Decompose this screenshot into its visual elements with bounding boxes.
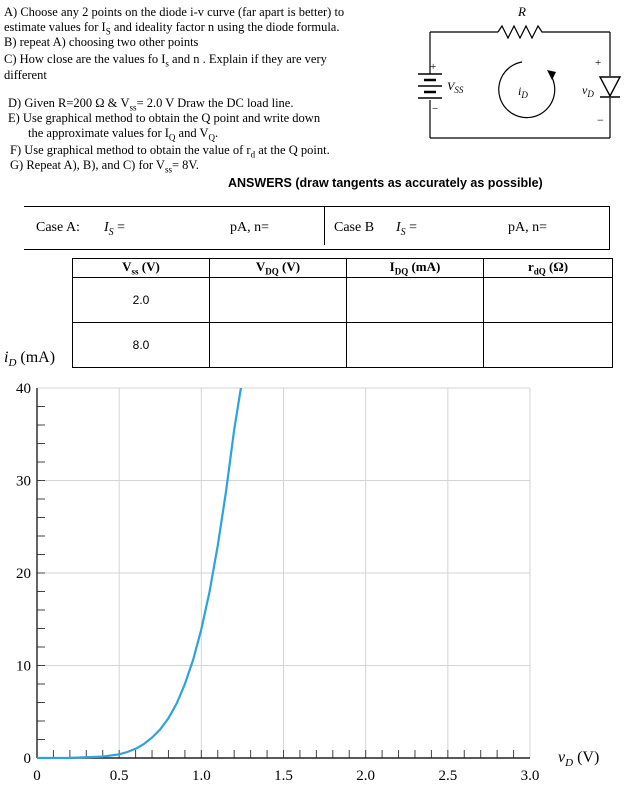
question-e-line1: E) Use graphical method to obtain the Q point and write down [8,111,321,125]
battery-minus: − [432,103,439,115]
case-a-pa: pA, n= [230,220,270,235]
case-a-is-sub: S [108,226,114,238]
voltage-minus: − [597,113,604,127]
case-a-label: Case A: [36,220,80,235]
x-axis-label: $v_D$ (V) [558,749,600,769]
question-c-line1 [4,52,327,71]
case-b-is-sub: S [400,226,406,238]
source-label: $V_{SS}$ [447,79,464,95]
y-tick-label: 40 [16,381,31,397]
iv-chart [0,330,631,801]
y-tick-label: 20 [16,566,31,582]
question-a-text: estimate values for I [4,20,106,34]
question-e-end: . [215,126,219,140]
answers-heading: ANSWERS (draw tangents as accurately as possible) [228,176,543,190]
question-e-mid: and V [175,126,209,140]
case-b-is [396,207,417,249]
question-c-rest: and n . Explain if they are very [168,52,327,66]
x-tick-label: 0 [33,768,41,784]
question-e-sub2: Q [208,132,216,143]
question-f-text: F) Use graphical method to obtain the value of r [10,143,251,157]
question-c-text: C) How close are the values fo I [4,52,166,66]
x-tick-label: 2.5 [438,768,458,784]
cell-vdq[interactable] [210,278,347,323]
current-label: $i_D$ [518,84,528,100]
resistor-label: R [518,4,526,19]
question-g-text: G) Repeat A), B), and C) for V [10,158,165,172]
cell-vss: 2.0 [73,278,210,323]
y-tick-label: 30 [16,473,31,490]
case-b-is-text: I [396,220,401,235]
question-c-line2: different [4,68,47,82]
question-f-sub: d [250,149,256,160]
cell-idq[interactable] [347,278,484,323]
case-b-is-eq: = [405,220,418,235]
question-a-sub: S [105,26,111,37]
case-divider [324,207,325,245]
header-vss: $V_{ss}$ (V) [73,259,210,278]
x-tick-label: 3.0 [520,768,540,784]
x-tick-label: 1.0 [191,768,211,784]
header-idq: $I_{DQ}$ (mA) [347,259,484,278]
table-row [73,278,613,323]
resistor-symbol [498,26,546,38]
case-b-label: Case B [334,220,375,235]
diode-icon [600,77,620,97]
header-rdq: $r_{dQ}$ (Ω) [484,259,613,278]
question-d-text: D) Given R=200 Ω & V [8,96,130,110]
question-d-sub: ss [129,102,137,113]
voltage-label: $v_D$ [582,83,594,99]
question-e-line2 [28,126,218,145]
battery-plus: + [430,61,437,73]
voltage-plus: + [595,57,602,69]
question-c-sub: s [165,58,169,69]
case-b-pa: pA, n= [508,220,548,235]
table-header-row [73,259,613,278]
question-a-rest: and ideality factor n using the diode formula. [110,20,340,34]
question-g-rest: = 8V. [171,158,199,172]
cell-vss: 8.0 [73,323,210,368]
question-f-rest: at the Q point. [255,143,330,157]
y-tick-label: 10 [16,658,31,675]
question-e-sub1: Q [168,132,176,143]
case-row [24,206,610,250]
y-axis-label: $i_D$ (mA) [4,349,56,369]
x-tick-label: 1.5 [274,768,293,784]
question-b: B) repeat A) choosing two other points [4,35,199,49]
case-a-is-eq: = [113,220,126,235]
question-d-rest: = 2.0 V Draw the DC load line. [136,96,294,110]
header-vdq: $V_{DQ}$ (V) [210,259,347,278]
case-a-is [104,207,125,249]
question-e-text: the approximate values for I [28,126,169,140]
x-tick-label: 0.5 [109,768,129,784]
question-g-sub: ss [164,164,172,175]
question-g [10,158,199,177]
battery-symbol [418,74,442,98]
arrow-head-icon [547,70,556,80]
question-a [4,5,344,19]
circuit-diagram [400,0,631,150]
case-a-is-text: I [104,220,109,235]
question-a-line1: A) Choose any 2 points on the diode i-v curve (far apart is better) to [4,5,345,19]
y-tick-label: 0 [23,751,31,767]
cell-rdq[interactable] [484,278,613,323]
x-tick-label: 2.0 [356,768,376,784]
